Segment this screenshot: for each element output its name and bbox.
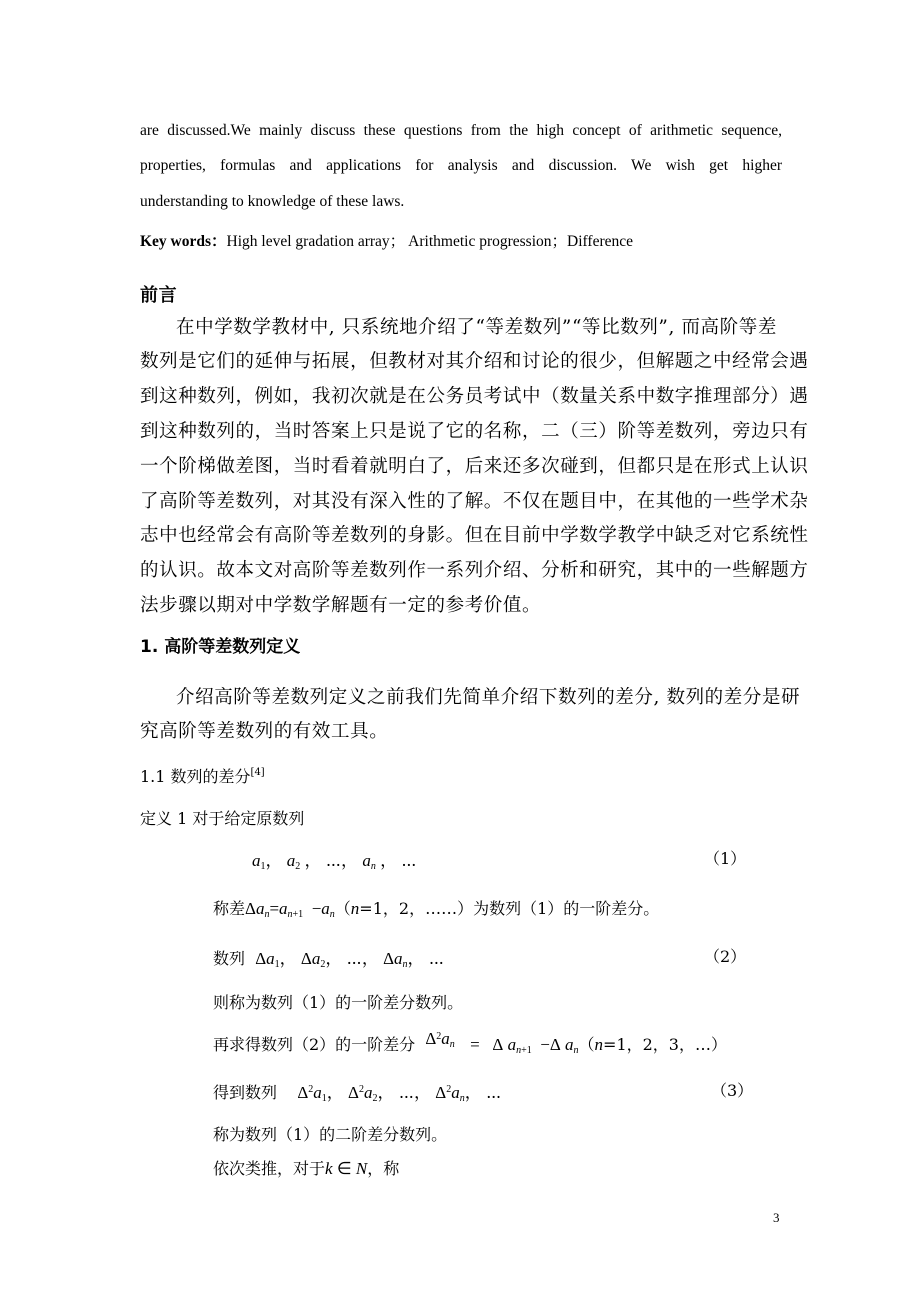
subsection-title-text: 1.1 数列的差分: [140, 767, 251, 786]
second-difference-definition: 再求得数列（2）的一阶差分 $\Delta^2a_n$ = Δ $a_{n+1} -\Delta$ $a_n(n=1$，2，3，…）: [213, 1029, 727, 1056]
first-difference-sequence-text: 则称为数列（1）的一阶差分数列。: [213, 993, 464, 1012]
def-prefix: 称差: [213, 899, 246, 918]
keywords-label: Key words：: [140, 233, 227, 250]
seq3-prefix: 得到数列: [213, 1083, 278, 1102]
def-range: =1，2，……）为数列（1）的一阶差分。: [359, 899, 660, 918]
sequence-3: 得到数列 $\Delta^2a_1$， $\Delta^2a_2$， ⋯， $\Delta^2a_n$， ⋯: [213, 1083, 502, 1104]
second-diff-range: =1，2，3，…）: [603, 1035, 727, 1054]
preface-line-8: 的认识。故本文对高阶等差数列作一系列介绍、分析和研究，其中的一些解题方: [140, 560, 809, 581]
keywords: [140, 229, 633, 251]
equation-number-2: （2）: [704, 947, 747, 966]
section-1-intro-line-2: 究高阶等差数列的有效工具。: [140, 721, 389, 742]
sequence-1: $a_1$， $a_2$ ， ⋯， $a_n$ ， ⋯: [252, 851, 417, 872]
section-1-title: 1. 高阶等差数列定义: [140, 637, 301, 657]
preface-line-3: 到这种数列，例如，我初次就是在公务员考试中（数量关系中数字推理部分）遇: [140, 386, 809, 407]
preface-line-1: 在中学数学教材中, 只系统地介绍了“等差数列”“等比数列”, 而高阶等差: [176, 317, 777, 338]
preface-line-2: 数列是它们的延伸与拓展，但教材对其介绍和讨论的很少，但解题之中经常会遇: [140, 351, 809, 372]
definition-1-label: 定义 1 对于给定原数列: [140, 809, 305, 828]
preface-line-4: 到这种数列的，当时答案上只是说了它的名称，二（三）阶等差数列，旁边只有: [140, 421, 809, 442]
def-n: n: [350, 899, 360, 918]
induct-suffix: ，称: [367, 1159, 400, 1178]
first-difference-definition: 称差$\Delta a_n=a_{n+1} -a_n(n=1$，2，……）为数列（1）的一阶差分。: [213, 899, 660, 920]
equation-number-3: （3）: [711, 1081, 754, 1100]
abstract-line-2: properties, formulas and applications for analysis and discussion. We wish get higher: [140, 157, 782, 174]
induction-line: 依次类推，对于k ∈ N，称: [213, 1159, 400, 1178]
preface-line-6: 了高阶等差数列，对其没有深入性的了解。不仅在题目中，在其他的一些学术杂: [140, 491, 809, 512]
induct-prefix: 依次类推，对于: [213, 1159, 326, 1178]
equation-number-1: （1）: [704, 849, 747, 868]
abstract-line-1: are discussed.We mainly discuss these questions from the high concept of arithmetic sequence,: [140, 122, 782, 139]
abstract-line-3: understanding to knowledge of these laws.: [140, 193, 405, 210]
sequence-2: 数列 $\Delta a_1$， $\Delta a_2$， ⋯， $\Delta a_n$， ⋯: [213, 949, 445, 970]
subsection-1-1-title: [140, 764, 265, 787]
second-difference-sequence-text: 称为数列（1）的二阶差分数列。: [213, 1125, 448, 1144]
section-1-intro-line-1: 介绍高阶等差数列定义之前我们先简单介绍下数列的差分, 数列的差分是研: [176, 687, 801, 708]
preface-line-5: 一个阶梯做差图，当时看着就明白了，后来还多次碰到，但都只是在形式上认识: [140, 456, 809, 477]
preface-line-9: 法步骤以期对中学数学解题有一定的参考价值。: [140, 595, 542, 616]
reference-4[interactable]: [4]: [250, 767, 265, 778]
second-diff-prefix: 再求得数列（2）的一阶差分: [213, 1035, 416, 1054]
preface-line-7: 志中也经常会有高阶等差数列的身影。但在目前中学数学教学中缺乏对它系统性: [140, 525, 809, 546]
keywords-text: High level gradation array； Arithmetic progression；Difference: [226, 233, 633, 250]
preface-title: 前言: [140, 285, 178, 306]
page-number: 3: [773, 1210, 780, 1225]
seq2-prefix: 数列: [213, 949, 246, 968]
